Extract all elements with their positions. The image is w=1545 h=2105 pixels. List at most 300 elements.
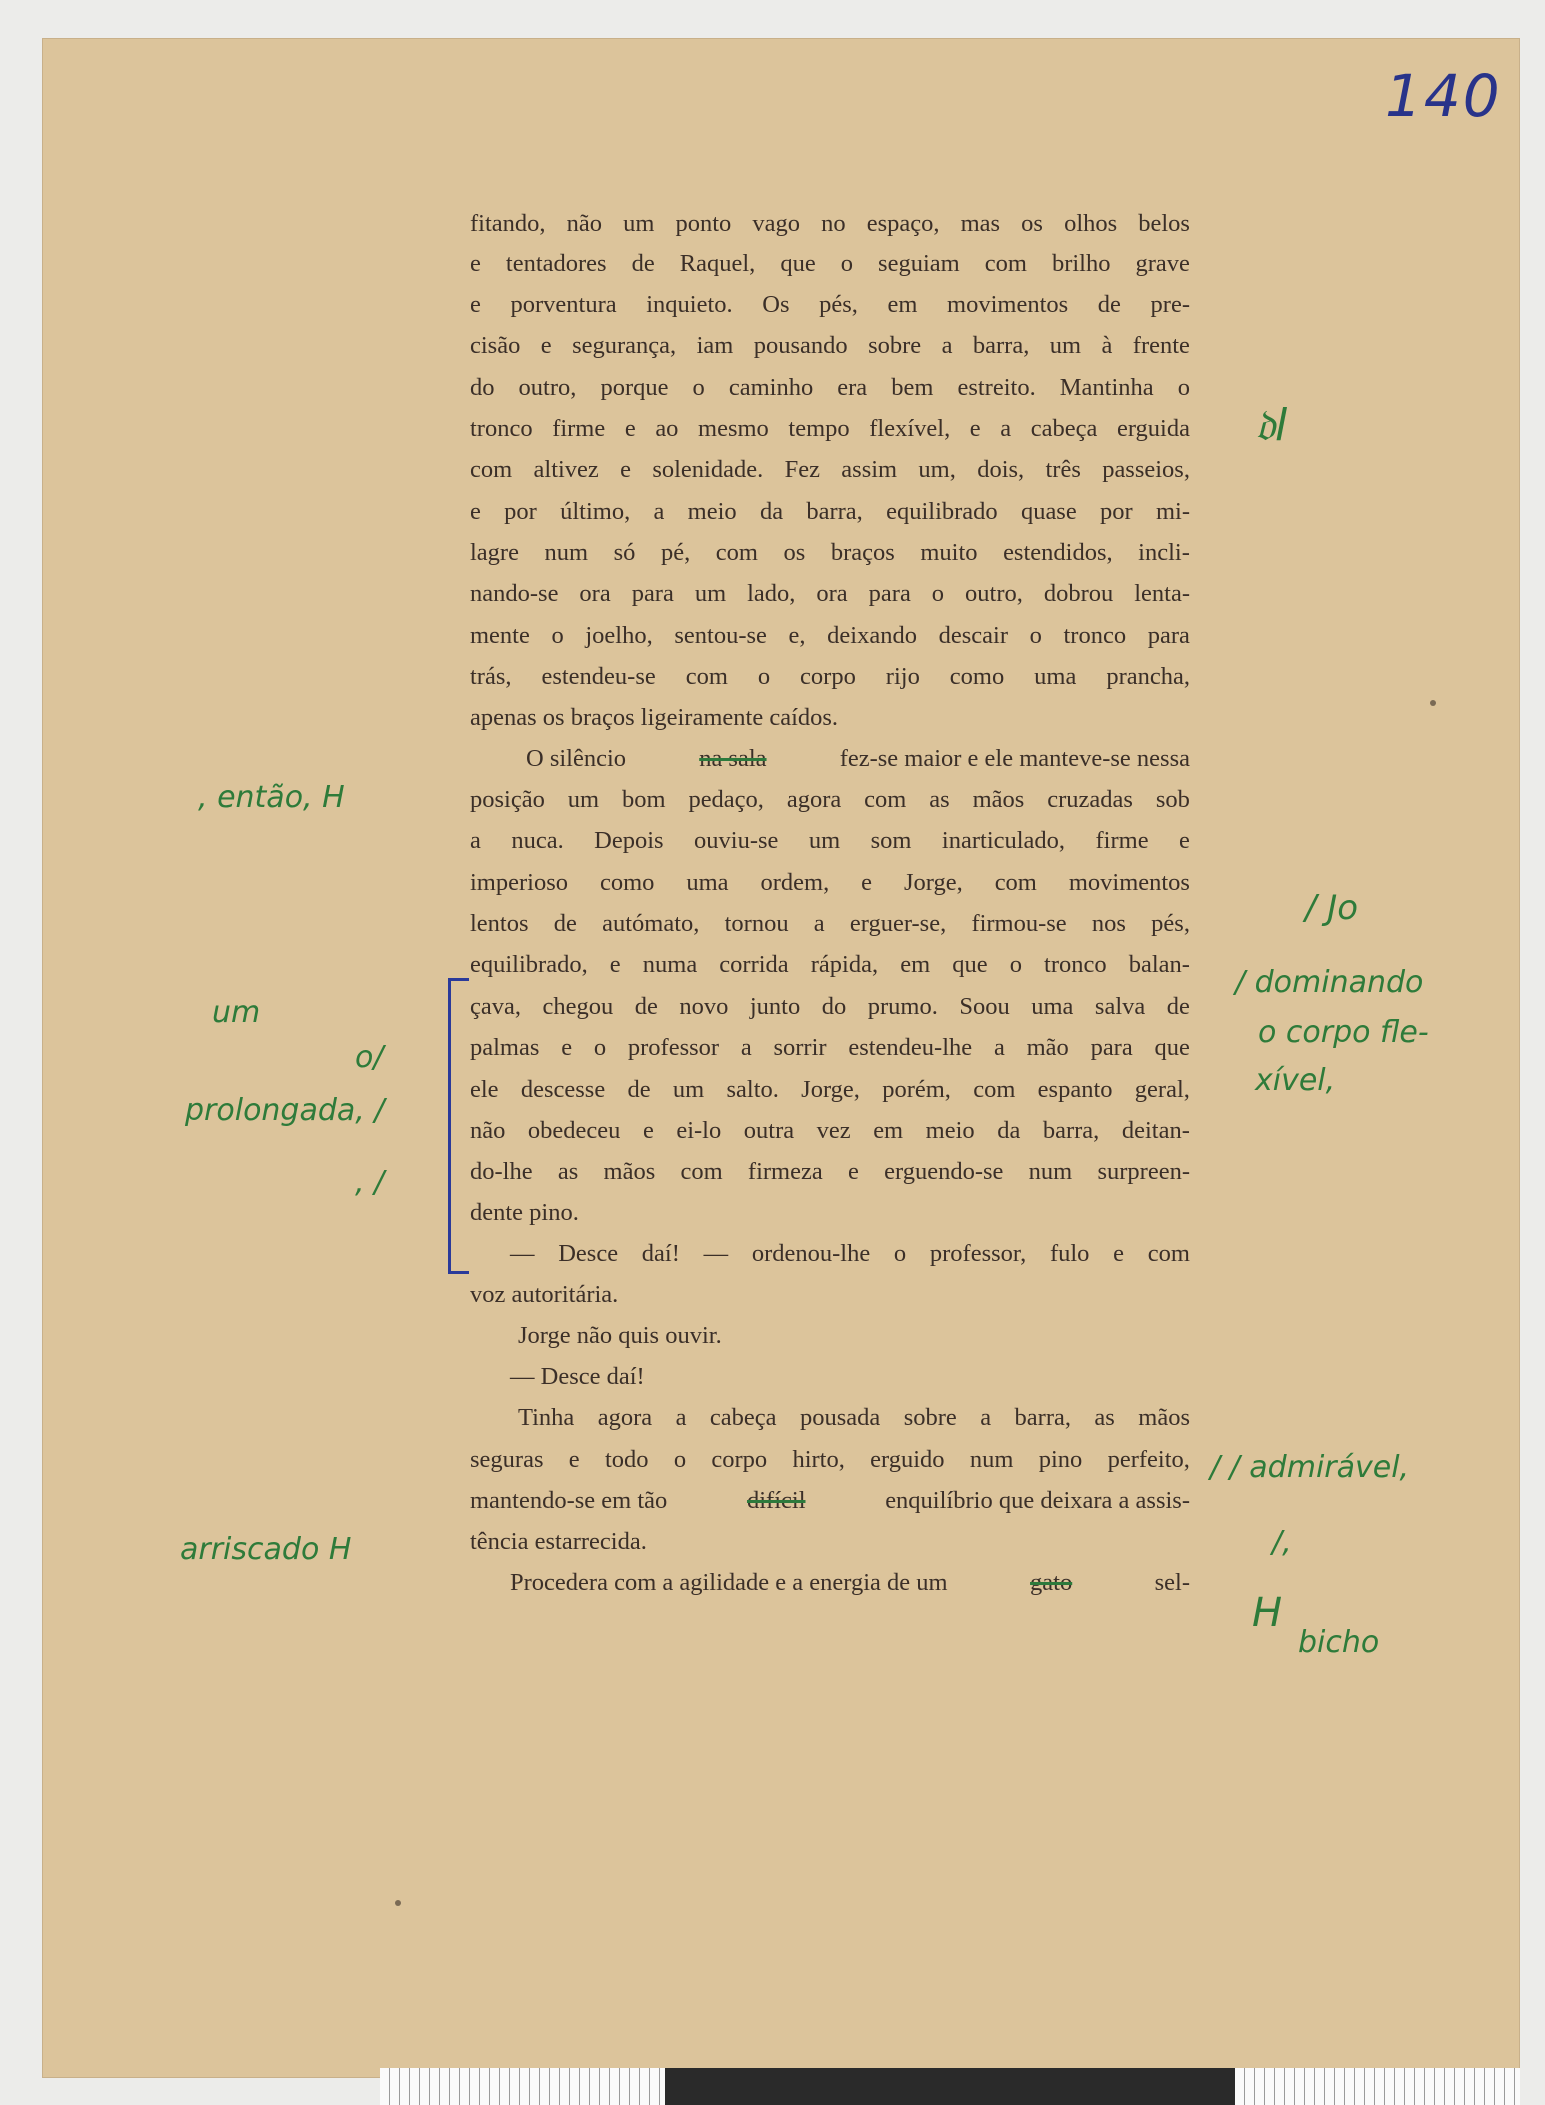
word: e — [470, 250, 481, 277]
ruler-segment — [665, 2068, 950, 2105]
word: belos — [1138, 210, 1190, 237]
word: a — [993, 1034, 1005, 1061]
margin-note-left: , / — [355, 1165, 385, 1200]
word: e — [609, 951, 621, 978]
word: mi- — [1155, 498, 1190, 525]
word: ouviu-se — [694, 827, 779, 854]
text-line: dente pino. — [470, 1199, 579, 1226]
word: Fez — [784, 456, 820, 483]
word: e — [470, 291, 481, 318]
word: para — [631, 580, 674, 607]
word: mãos — [603, 1158, 656, 1185]
word: ora — [816, 580, 848, 607]
margin-note-right: H — [1252, 1590, 1283, 1636]
ruler-segment — [950, 2068, 1235, 2105]
word: autómato, — [602, 910, 700, 937]
word: Jorge, — [903, 869, 963, 896]
text-fragment: fez-se maior e ele manteve-se nessa — [839, 745, 1190, 772]
text-line — [470, 786, 1190, 814]
word: outra — [743, 1117, 795, 1144]
word: erguer-se, — [849, 910, 947, 937]
word: daí! — [641, 1240, 680, 1267]
word: agora — [786, 786, 842, 813]
word: balan- — [1128, 951, 1190, 978]
word: com — [864, 786, 907, 813]
word: braços — [830, 539, 895, 566]
word: ordenou-lhe — [751, 1240, 871, 1267]
word: sorrir — [773, 1034, 827, 1061]
word: seguras — [470, 1446, 544, 1473]
word: trás, — [470, 663, 512, 690]
margin-note-right: /, — [1272, 1525, 1292, 1560]
word: vago — [752, 210, 801, 237]
text-line — [470, 374, 1190, 402]
word: estendeu-se — [541, 663, 656, 690]
word: que — [780, 250, 816, 277]
word: vez — [816, 1117, 851, 1144]
word: ao — [655, 415, 679, 442]
text-line — [470, 827, 1190, 855]
word: mas — [960, 210, 1001, 237]
word: sobre — [868, 332, 922, 359]
word: pés, — [819, 291, 858, 318]
word: sentou-se — [674, 622, 767, 649]
word: com — [1147, 1240, 1190, 1267]
word: tronco — [1044, 951, 1107, 978]
word: mãos — [972, 786, 1025, 813]
word: um — [623, 210, 655, 237]
word: com — [984, 250, 1027, 277]
scale-ruler — [380, 2068, 1520, 2105]
word: e — [624, 415, 636, 442]
word: ordem, — [760, 869, 830, 896]
struck-text: na sala — [699, 745, 767, 772]
text-line — [470, 580, 1190, 608]
word: Desce — [558, 1240, 619, 1267]
struck-text: gato — [1030, 1569, 1073, 1596]
word: pés, — [1151, 910, 1190, 937]
word: salto. — [726, 1076, 779, 1103]
text-line — [470, 539, 1190, 567]
word: uma — [1034, 663, 1077, 690]
word: para — [868, 580, 911, 607]
word: descesse — [520, 1076, 606, 1103]
word: solenidade. — [652, 456, 764, 483]
paper-speck — [395, 1900, 401, 1906]
word: fulo — [1049, 1240, 1090, 1267]
word: outro, — [518, 374, 577, 401]
margin-note-left: o/ — [355, 1040, 384, 1075]
word: ponto — [675, 210, 732, 237]
word: imperioso — [470, 869, 568, 896]
word: professor, — [929, 1240, 1027, 1267]
word: agora — [597, 1404, 653, 1431]
word: lado, — [747, 580, 796, 607]
word: do — [470, 374, 495, 401]
word: bom — [621, 786, 666, 813]
text-line — [470, 415, 1190, 443]
text-line: tência estarrecida. — [470, 1528, 647, 1555]
word: olhos — [1064, 210, 1118, 237]
page-number: 140 — [1385, 62, 1502, 130]
word: mesmo — [698, 415, 769, 442]
word: um — [694, 580, 727, 607]
word: descair — [938, 622, 1008, 649]
word: firme — [552, 415, 606, 442]
word: altivez — [533, 456, 599, 483]
word: com — [973, 1076, 1016, 1103]
word: sob — [1155, 786, 1190, 813]
word: movimentos — [947, 291, 1069, 318]
word: e — [861, 869, 873, 896]
word: um — [808, 827, 841, 854]
text-line: — Desce daí! — [510, 1363, 645, 1390]
word: e — [1113, 1240, 1124, 1267]
word: com — [470, 456, 513, 483]
text-fragment: O silêncio — [526, 745, 627, 772]
word: nuca. — [511, 827, 564, 854]
word: inquieto. — [646, 291, 733, 318]
word: o — [692, 374, 705, 401]
word: cruzadas — [1047, 786, 1133, 813]
word: o — [1029, 622, 1042, 649]
word: junto — [749, 993, 801, 1020]
word: palmas — [470, 1034, 540, 1061]
word: num — [969, 1446, 1014, 1473]
text-line — [470, 993, 1190, 1021]
word: porque — [600, 374, 669, 401]
word: e — [642, 1117, 654, 1144]
word: o — [840, 250, 853, 277]
margin-note-right: / dominando — [1235, 965, 1424, 1000]
word: e — [540, 332, 552, 359]
word: que — [952, 951, 988, 978]
text-line — [470, 1076, 1190, 1104]
word: uma — [686, 869, 729, 896]
word: do-lhe — [470, 1158, 533, 1185]
margin-note-left: , então, H — [198, 780, 345, 815]
word: ele — [470, 1076, 499, 1103]
text-line — [470, 1446, 1190, 1474]
word: espanto — [1037, 1076, 1113, 1103]
text-line — [470, 210, 1190, 238]
text-line — [470, 1034, 1190, 1062]
word: corrida — [719, 951, 789, 978]
word: barra, — [806, 498, 863, 525]
word: som — [870, 827, 912, 854]
word: deixando — [827, 622, 917, 649]
word: um — [567, 786, 600, 813]
text-fragment: Procedera com a agilidade e a energia de um — [510, 1569, 948, 1596]
word: barra, — [972, 332, 1030, 359]
text-line: Jorge não quis ouvir. — [518, 1322, 722, 1349]
word: pé, — [660, 539, 691, 566]
word: a — [740, 1034, 752, 1061]
word: Depois — [594, 827, 664, 854]
word: tronco — [470, 415, 533, 442]
word: porém, — [882, 1076, 951, 1103]
word: quase — [1020, 498, 1077, 525]
word: rápida, — [810, 951, 879, 978]
word: firmeza — [747, 1158, 823, 1185]
word: em — [900, 951, 931, 978]
word: com — [680, 1158, 723, 1185]
margin-note-right: / Jo — [1305, 888, 1359, 928]
word: e — [561, 1034, 573, 1061]
word: estreito. — [957, 374, 1036, 401]
word: os — [783, 539, 806, 566]
word: — — [703, 1240, 729, 1267]
word: espaço, — [866, 210, 940, 237]
text-line — [510, 1240, 1190, 1268]
text-line: apenas os braços ligeiramente caídos. — [470, 704, 839, 731]
word: estendidos, — [1003, 539, 1113, 566]
word: a — [980, 1404, 992, 1431]
word: lenta- — [1134, 580, 1190, 607]
word: iam — [696, 332, 734, 359]
word: o — [893, 1240, 907, 1267]
word: muito — [920, 539, 978, 566]
word: grave — [1135, 250, 1190, 277]
word: cabeça — [1030, 415, 1098, 442]
word: erguendo-se — [884, 1158, 1004, 1185]
word: da — [759, 498, 784, 525]
word: e — [1179, 827, 1190, 854]
word: dois, — [977, 456, 1025, 483]
word: cabeça — [709, 1404, 777, 1431]
word: Raquel, — [679, 250, 756, 277]
word: de — [1097, 291, 1121, 318]
word: por — [1100, 498, 1133, 525]
text-line-with-strike — [510, 1569, 1190, 1597]
word: como — [599, 869, 655, 896]
text-line — [470, 291, 1190, 319]
word: Mantinha — [1059, 374, 1154, 401]
word: ora — [579, 580, 611, 607]
word: bem — [891, 374, 934, 401]
word: geral, — [1134, 1076, 1190, 1103]
word: corpo — [711, 1446, 768, 1473]
word: um — [1049, 332, 1082, 359]
word: tentadores — [505, 250, 607, 277]
word: pre- — [1150, 291, 1190, 318]
word: meio — [687, 498, 737, 525]
word: mãos — [1138, 1404, 1190, 1431]
paper-speck — [1430, 700, 1436, 706]
word: a — [675, 1404, 687, 1431]
word: era — [837, 374, 868, 401]
word: brilho — [1051, 250, 1111, 277]
word: da — [997, 1117, 1021, 1144]
word: surpreen- — [1097, 1158, 1190, 1185]
word: e — [568, 1446, 580, 1473]
word: assim — [841, 456, 898, 483]
margin-note-left: um — [212, 995, 261, 1030]
word: prumo. — [867, 993, 938, 1020]
word: a — [1000, 415, 1012, 442]
text-fragment: sel- — [1154, 1569, 1190, 1596]
word: deitan- — [1121, 1117, 1190, 1144]
margin-note-right: bicho — [1298, 1625, 1380, 1660]
word: passeios, — [1102, 456, 1190, 483]
word: fitando, — [470, 210, 546, 237]
text-line — [470, 663, 1190, 691]
word: mão — [1026, 1034, 1069, 1061]
word: tempo — [788, 415, 850, 442]
ruler-segment — [380, 2068, 665, 2105]
text-line — [470, 456, 1190, 484]
word: de — [627, 1076, 651, 1103]
text-fragment: enquilíbrio que deixara a assis- — [885, 1487, 1190, 1514]
word: hirto, — [792, 1446, 845, 1473]
word: firmou-se — [971, 910, 1067, 937]
word: Jorge, — [801, 1076, 860, 1103]
word: à — [1101, 332, 1113, 359]
word: barra, — [1014, 1404, 1071, 1431]
word: de — [631, 250, 655, 277]
word: mente — [470, 622, 530, 649]
word: um, — [918, 456, 956, 483]
word: Tinha — [518, 1404, 575, 1431]
word: equilibrado, — [470, 951, 588, 978]
blue-margin-bracket — [448, 978, 469, 1274]
word: os — [1021, 210, 1043, 237]
text-line — [470, 951, 1190, 979]
word: segurança, — [572, 332, 677, 359]
text-line — [470, 1117, 1190, 1145]
word: tronco — [1063, 622, 1127, 649]
word: salva — [1094, 993, 1146, 1020]
word: chegou — [542, 993, 614, 1020]
word: novo — [679, 993, 729, 1020]
word: de — [553, 910, 577, 937]
word: numa — [642, 951, 698, 978]
margin-note-left: prolongada, / — [185, 1093, 385, 1128]
text-line — [470, 869, 1190, 897]
ruler-segment — [1235, 2068, 1520, 2105]
word: e — [847, 1158, 859, 1185]
word: com — [994, 869, 1037, 896]
margin-note-right: o corpo fle- — [1258, 1015, 1429, 1050]
word: de — [1166, 993, 1190, 1020]
text-line — [470, 498, 1190, 526]
word: a — [941, 332, 953, 359]
word: e — [969, 415, 981, 442]
word: Os — [762, 291, 790, 318]
word: que — [1154, 1034, 1190, 1061]
word: professor — [627, 1034, 720, 1061]
word: sobre — [903, 1404, 957, 1431]
word: equilibrado — [886, 498, 998, 525]
text-line: voz autoritária. — [470, 1281, 619, 1308]
word: o — [931, 580, 945, 607]
word: corpo — [800, 663, 856, 690]
word: em — [887, 291, 918, 318]
word: seguiam — [878, 250, 960, 277]
word: o — [1177, 374, 1190, 401]
word: as — [1094, 1404, 1115, 1431]
text-line — [470, 622, 1190, 650]
word: ei-lo — [676, 1117, 722, 1144]
word: çava, — [470, 993, 521, 1020]
word: — — [510, 1240, 535, 1267]
word: flexível, — [869, 415, 951, 442]
word: o — [757, 663, 771, 690]
text-line — [470, 1158, 1190, 1186]
word: o — [673, 1446, 687, 1473]
word: lagre — [470, 539, 519, 566]
word: inarticulado, — [941, 827, 1066, 854]
word: o — [593, 1034, 607, 1061]
text-line — [470, 332, 1190, 360]
text-fragment: mantendo-se em tão — [470, 1487, 668, 1514]
word: último, — [560, 498, 631, 525]
word: com — [715, 539, 758, 566]
word: e — [470, 498, 481, 525]
word: o — [551, 622, 564, 649]
word: tornou — [724, 910, 789, 937]
word: dobrou — [1043, 580, 1114, 607]
text-line — [470, 910, 1190, 938]
word: nos — [1091, 910, 1126, 937]
word: rijo — [885, 663, 920, 690]
word: e, — [788, 622, 806, 649]
word: porventura — [510, 291, 617, 318]
word: como — [949, 663, 1005, 690]
word: todo — [604, 1446, 649, 1473]
word: em — [873, 1117, 904, 1144]
word: estendeu-lhe — [848, 1034, 973, 1061]
word: Soou — [959, 993, 1010, 1020]
word: incli- — [1138, 539, 1190, 566]
word: com — [685, 663, 728, 690]
margin-note-left: arriscado H — [180, 1532, 352, 1567]
text-line — [470, 250, 1190, 278]
text-line-with-strike — [470, 1487, 1190, 1515]
word: frente — [1132, 332, 1190, 359]
word: posição — [470, 786, 545, 813]
word: as — [929, 786, 950, 813]
text-line — [518, 1404, 1190, 1432]
word: não — [470, 1117, 506, 1144]
word: o — [1009, 951, 1022, 978]
word: outro, — [965, 580, 1023, 607]
text-line-with-strike — [526, 745, 1190, 773]
word: perfeito, — [1107, 1446, 1190, 1473]
margin-note-right: 𝔡l — [1255, 400, 1288, 451]
word: uma — [1031, 993, 1074, 1020]
word: pousando — [753, 332, 848, 359]
word: três — [1045, 456, 1081, 483]
word: prancha, — [1106, 663, 1190, 690]
word: nando-se — [470, 580, 559, 607]
word: pino — [1038, 1446, 1083, 1473]
margin-note-right: / / admirável, — [1210, 1450, 1410, 1485]
word: do — [821, 993, 847, 1020]
word: para — [1147, 622, 1190, 649]
struck-text: difícil — [746, 1487, 806, 1514]
word: e — [620, 456, 632, 483]
word: pedaço, — [688, 786, 764, 813]
word: para — [1090, 1034, 1133, 1061]
word: erguida — [1116, 415, 1190, 442]
margin-note-right: xível, — [1255, 1063, 1336, 1098]
word: joelho, — [585, 622, 653, 649]
word: por — [504, 498, 537, 525]
word: firme — [1095, 827, 1149, 854]
word: a — [813, 910, 825, 937]
word: a — [470, 827, 481, 854]
